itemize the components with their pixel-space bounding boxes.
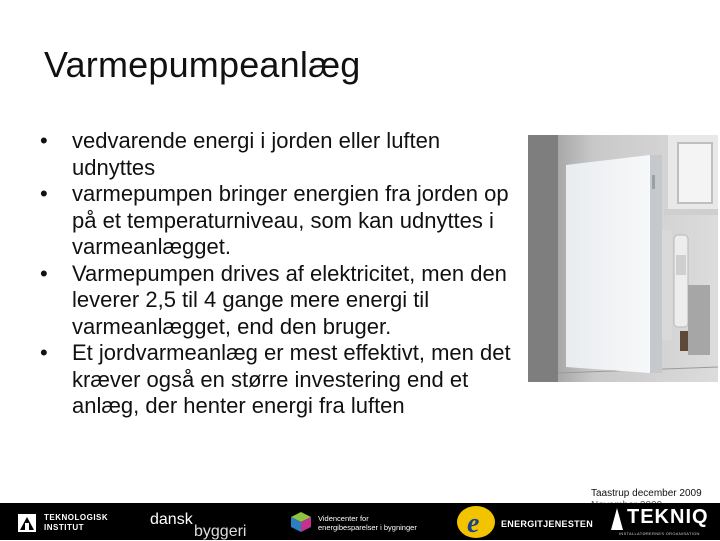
footer-logo-bar xyxy=(0,503,720,540)
bullet-text: Varmepumpen drives af elektricitet, men den leverer 2,5 til 4 gange mere energi til varmeanlægget, end den bruger. xyxy=(72,260,507,339)
svg-text:e: e xyxy=(467,508,480,539)
bullet-list xyxy=(40,128,526,420)
slide-title: Varmepumpeanlæg xyxy=(44,44,361,85)
bullet-item xyxy=(40,340,526,420)
tekniq-mark-icon xyxy=(611,508,623,530)
teknologisk-line1: TEKNOLOGISK xyxy=(44,513,109,522)
cube-icon xyxy=(290,511,312,533)
bullet-dot: • xyxy=(40,128,48,153)
date-text: Taastrup december 2009 xyxy=(591,488,702,499)
bullet-item xyxy=(40,181,526,261)
tekniq-text: TEKNIQ xyxy=(627,506,709,528)
videncenter-line2: energibesparelser i bygninger xyxy=(318,523,417,532)
energitjenesten-text: ENERGITJENESTEN xyxy=(501,519,594,529)
bullet-dot: • xyxy=(40,260,48,286)
byggeri-text: byggeri xyxy=(194,523,247,540)
teknologisk-line2: INSTITUT xyxy=(44,523,84,532)
bullet-item xyxy=(40,128,526,181)
dansk-text: dansk xyxy=(150,511,193,528)
bullet-text: varmepumpen bringer energien fra jorden op på et temperaturniveau, som kan udnyttes i varmeanlægget. xyxy=(72,181,509,259)
heat-pump-photo xyxy=(528,135,718,382)
bullet-dot: • xyxy=(40,181,48,206)
bullet-item xyxy=(40,261,526,341)
bullet-text: vedvarende energi i jorden eller luften udnyttes xyxy=(72,128,441,180)
bullet-text: Et jordvarmeanlæg er mest effektivt, men det kræver også en større investering end et anlæg, der henter energi fra luften xyxy=(72,340,511,418)
videncenter-line1: Videncenter for xyxy=(318,514,369,523)
e-mark-icon xyxy=(456,505,496,539)
tekniq-subtitle: INSTALLATØRERNES ORGANISATION xyxy=(619,531,700,536)
teknologisk-mark-icon xyxy=(18,514,36,532)
bullet-dot: • xyxy=(40,340,48,365)
